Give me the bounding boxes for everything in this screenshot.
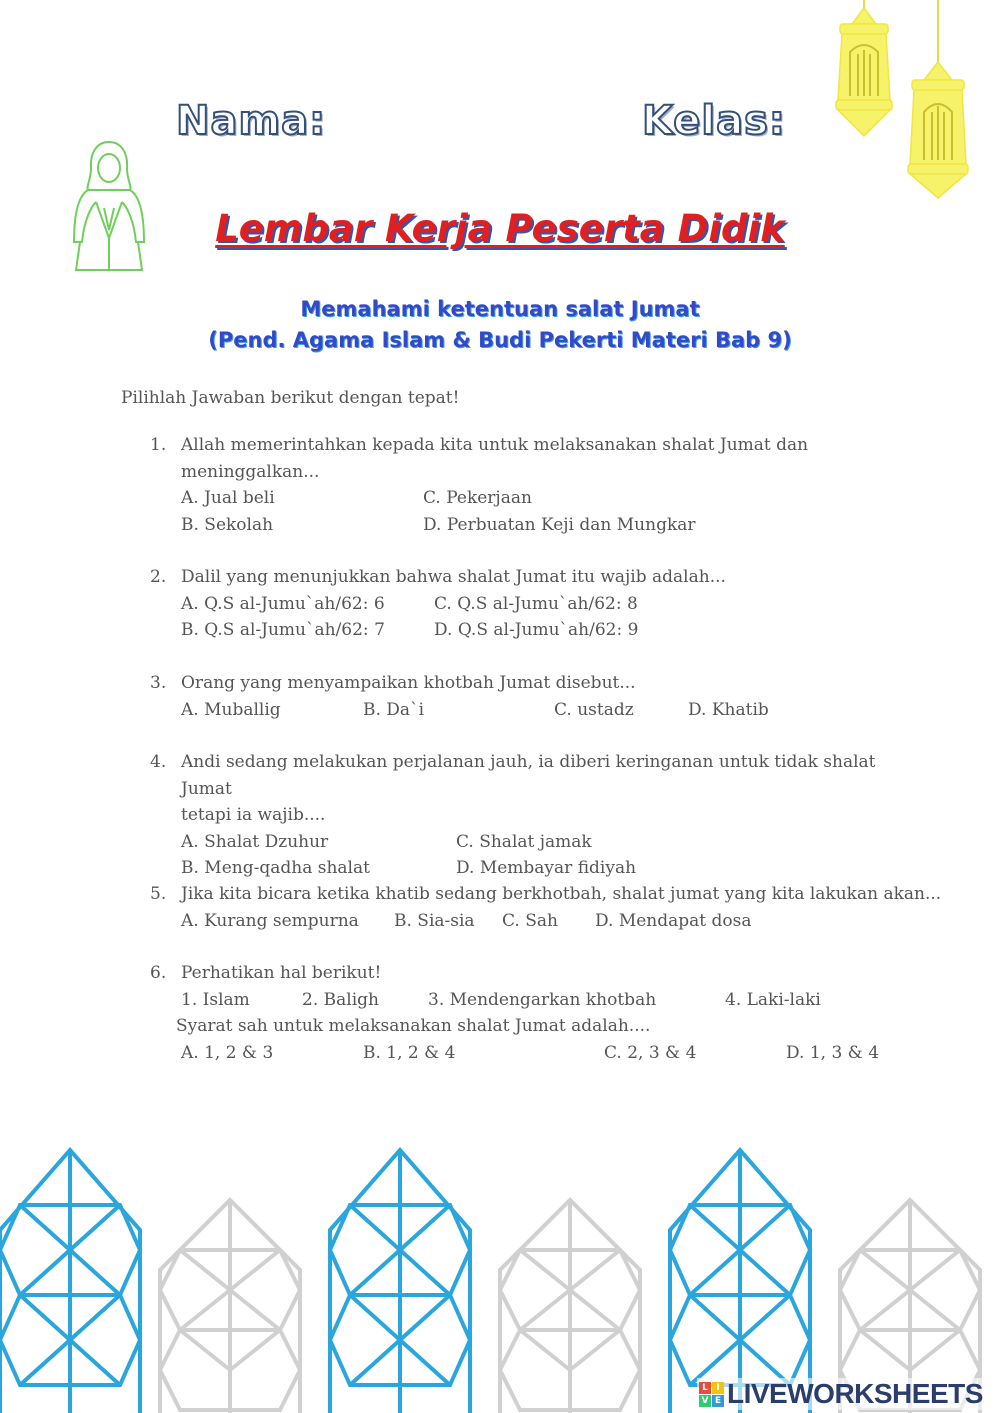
option-d[interactable]: D. Mendapat dosa: [595, 910, 752, 931]
option-c[interactable]: C. Shalat jamak: [456, 831, 592, 852]
question-text-line: Allah memerintahkan kepada kita untuk melaksanakan shalat Jumat dan: [181, 435, 809, 455]
subtitle-topic: Memahami ketentuan salat Jumat: [300, 297, 700, 321]
arch-blue-3: [670, 1150, 810, 1413]
option-d[interactable]: D. 1, 3 & 4: [786, 1042, 880, 1063]
question-number: 1.: [150, 435, 167, 455]
statement-item: 1. Islam: [181, 989, 250, 1010]
lantern-icon: [828, 0, 978, 200]
option-d[interactable]: D. Q.S al-Jumu`ah/62: 9: [434, 620, 639, 640]
option-d[interactable]: D. Khatib: [688, 699, 769, 720]
question-text-line: Jika kita bicara ketika khatib sedang berkhotbah, shalat jumat yang kita lakukan akan...: [181, 884, 942, 904]
question-4: [150, 749, 910, 882]
option-b[interactable]: B. 1, 2 & 4: [363, 1042, 456, 1063]
option-c[interactable]: C. ustadz: [554, 699, 634, 720]
question-number: 3.: [150, 673, 167, 693]
option-c[interactable]: C. Q.S al-Jumu`ah/62: 8: [434, 593, 638, 614]
question-text-line: Andi sedang melakukan perjalanan jauh, ia diberi keringanan untuk tidak shalat Jumat: [181, 752, 876, 799]
option-c[interactable]: C. Pekerjaan: [423, 488, 532, 508]
question-number: 6.: [150, 963, 167, 983]
option-a[interactable]: A. Q.S al-Jumu`ah/62: 6: [181, 593, 385, 614]
subtitle-subject: (Pend. Agama Islam & Budi Pekerti Materi Bab 9): [208, 328, 792, 352]
question-number: 5.: [150, 884, 167, 904]
option-c[interactable]: C. 2, 3 & 4: [604, 1042, 697, 1063]
option-a[interactable]: A. 1, 2 & 3: [181, 1042, 274, 1063]
question-text-line: Perhatikan hal berikut!: [181, 963, 382, 983]
badge-letter: I: [712, 1382, 724, 1394]
question-6: [150, 960, 910, 1066]
question-number: 2.: [150, 567, 167, 587]
question-3: [150, 670, 910, 723]
question-prompt: Syarat sah untuk melaksanakan shalat Jumat adalah....: [176, 1016, 651, 1036]
liveworksheets-text: LIVEWORKSHEETS: [727, 1378, 983, 1409]
liveworksheets-logo: [697, 1378, 985, 1410]
option-b[interactable]: B. Da`i: [363, 699, 425, 720]
option-b[interactable]: B. Sekolah: [181, 514, 274, 535]
arch-blue-2: [330, 1150, 470, 1413]
class-label: Kelas:: [642, 98, 786, 144]
option-a[interactable]: A. Shalat Dzuhur: [181, 831, 329, 852]
instruction-text: Pilihlah Jawaban berikut dengan tepat!: [121, 388, 460, 408]
arch-gray-1: [160, 1200, 300, 1413]
option-c[interactable]: C. Sah: [502, 910, 558, 931]
worksheet-title: Lembar Kerja Peserta Didik: [215, 207, 785, 250]
option-b[interactable]: B. Meng-qadha shalat: [181, 858, 370, 878]
option-d[interactable]: D. Perbuatan Keji dan Mungkar: [423, 514, 696, 535]
option-b[interactable]: B. Sia-sia: [394, 910, 475, 931]
question-5: [150, 881, 942, 934]
statement-item: 3. Mendengarkan khotbah: [428, 989, 657, 1010]
question-2: [150, 564, 910, 644]
question-1: [150, 432, 910, 538]
badge-letter: V: [699, 1395, 711, 1407]
option-d[interactable]: D. Membayar fidiyah: [456, 858, 637, 878]
arch-blue-1: [0, 1150, 140, 1413]
question-number: 4.: [150, 752, 167, 772]
option-a[interactable]: A. Kurang sempurna: [181, 910, 359, 931]
name-label: Nama:: [176, 98, 327, 144]
badge-letter: E: [712, 1395, 724, 1407]
geometric-arch-pattern: [0, 1140, 1000, 1413]
badge-letter: L: [699, 1382, 711, 1394]
statement-item: 2. Baligh: [302, 989, 379, 1010]
option-b[interactable]: B. Q.S al-Jumu`ah/62: 7: [181, 620, 385, 640]
question-text-line: tetapi ia wajib....: [181, 805, 326, 825]
question-text-line: Orang yang menyampaikan khotbah Jumat disebut...: [181, 673, 636, 693]
praying-woman-icon: [66, 138, 152, 274]
option-a[interactable]: A. Jual beli: [181, 488, 275, 508]
statement-item: 4. Laki-laki: [725, 989, 821, 1010]
arch-gray-2: [500, 1200, 640, 1413]
liveworksheets-badge: [699, 1382, 724, 1407]
question-text-line: meninggalkan...: [181, 461, 320, 482]
option-a[interactable]: A. Muballig: [181, 699, 281, 720]
question-text-line: Dalil yang menunjukkan bahwa shalat Jumat itu wajib adalah...: [181, 567, 726, 587]
